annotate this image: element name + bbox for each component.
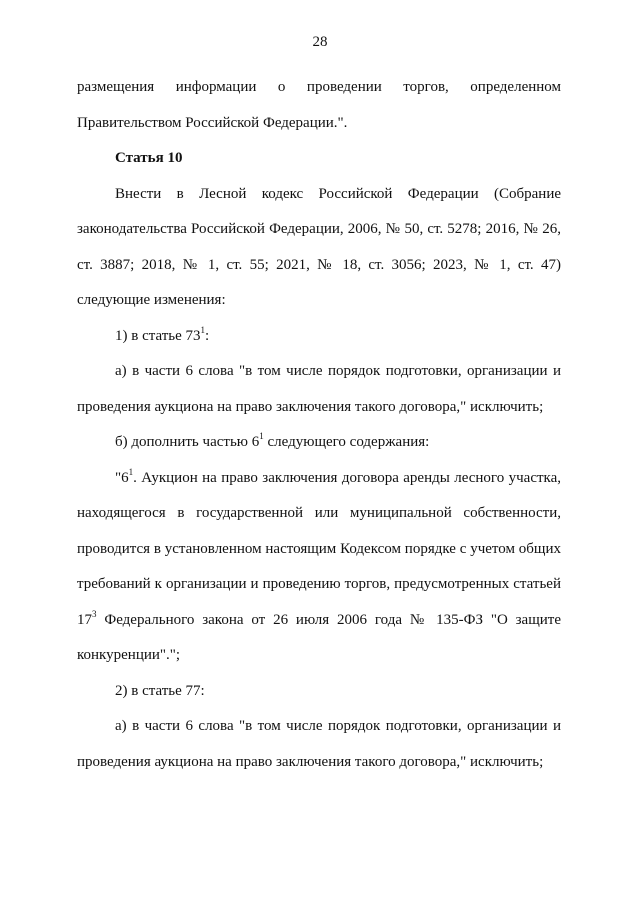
paragraph-continuation-line2: Правительством Российской Федерации.".	[77, 114, 348, 131]
new-part-open: "6	[115, 469, 129, 486]
paragraph-amendment-intro: Внести в Лесной кодекс Российской Федерации (Собрание законодательства Российской Федерации, 2006, № 50, ст. 5278; 2016, № 26, ст. 3887; 2018, № 1, ст. 55; 2021, № 18, ст. 3056; 2023, № 1, ст. 47) следующие изменения:	[77, 185, 561, 308]
new-part-superscript-1: 1	[128, 466, 134, 477]
paragraph-subitem-b	[77, 425, 561, 461]
subitem-b-superscript: 1	[259, 431, 264, 441]
paragraph-new-part	[77, 461, 561, 674]
paragraph-continuation-line1: размещения информации о проведении торгов, определенном	[77, 79, 561, 95]
paragraph-item-2-subitem-a: а) в части 6 слова "в том числе порядок подготовки, организации и проведения аукциона на право заключения такого договора," исключить;	[77, 718, 561, 770]
new-part-superscript-2: 3	[92, 608, 97, 619]
paragraph-item-1	[77, 319, 561, 355]
new-part-text-a: . Аукцион на право заключения договора аренды лесного участка, находящегося в государственной или муниципальной собственности, проводится в установленном настоящим Кодексом порядке с учетом общих требований к организации и проведению торгов, предусмотренных статьей 17	[77, 469, 561, 628]
article-heading: Статья 10	[115, 150, 183, 166]
paragraph-item-2: 2) в статье 77:	[115, 682, 205, 699]
item-1-superscript: 1	[200, 324, 206, 335]
item-1-tail: :	[205, 327, 210, 344]
subitem-b-tail: следующего содержания:	[263, 434, 430, 450]
paragraph-subitem-a: а) в части 6 слова "в том числе порядок подготовки, организации и проведения аукциона на право заключения такого договора," исключить;	[77, 363, 561, 415]
item-1-text: 1) в статье 73	[115, 327, 201, 344]
new-part-text-b: Федерального закона от 26 июля 2006 года № 135-ФЗ "О защите конкуренции".";	[77, 611, 561, 663]
page-number: 28	[312, 34, 328, 50]
document-body	[77, 70, 561, 780]
subitem-b-text: б) дополнить частью 6	[115, 434, 260, 450]
